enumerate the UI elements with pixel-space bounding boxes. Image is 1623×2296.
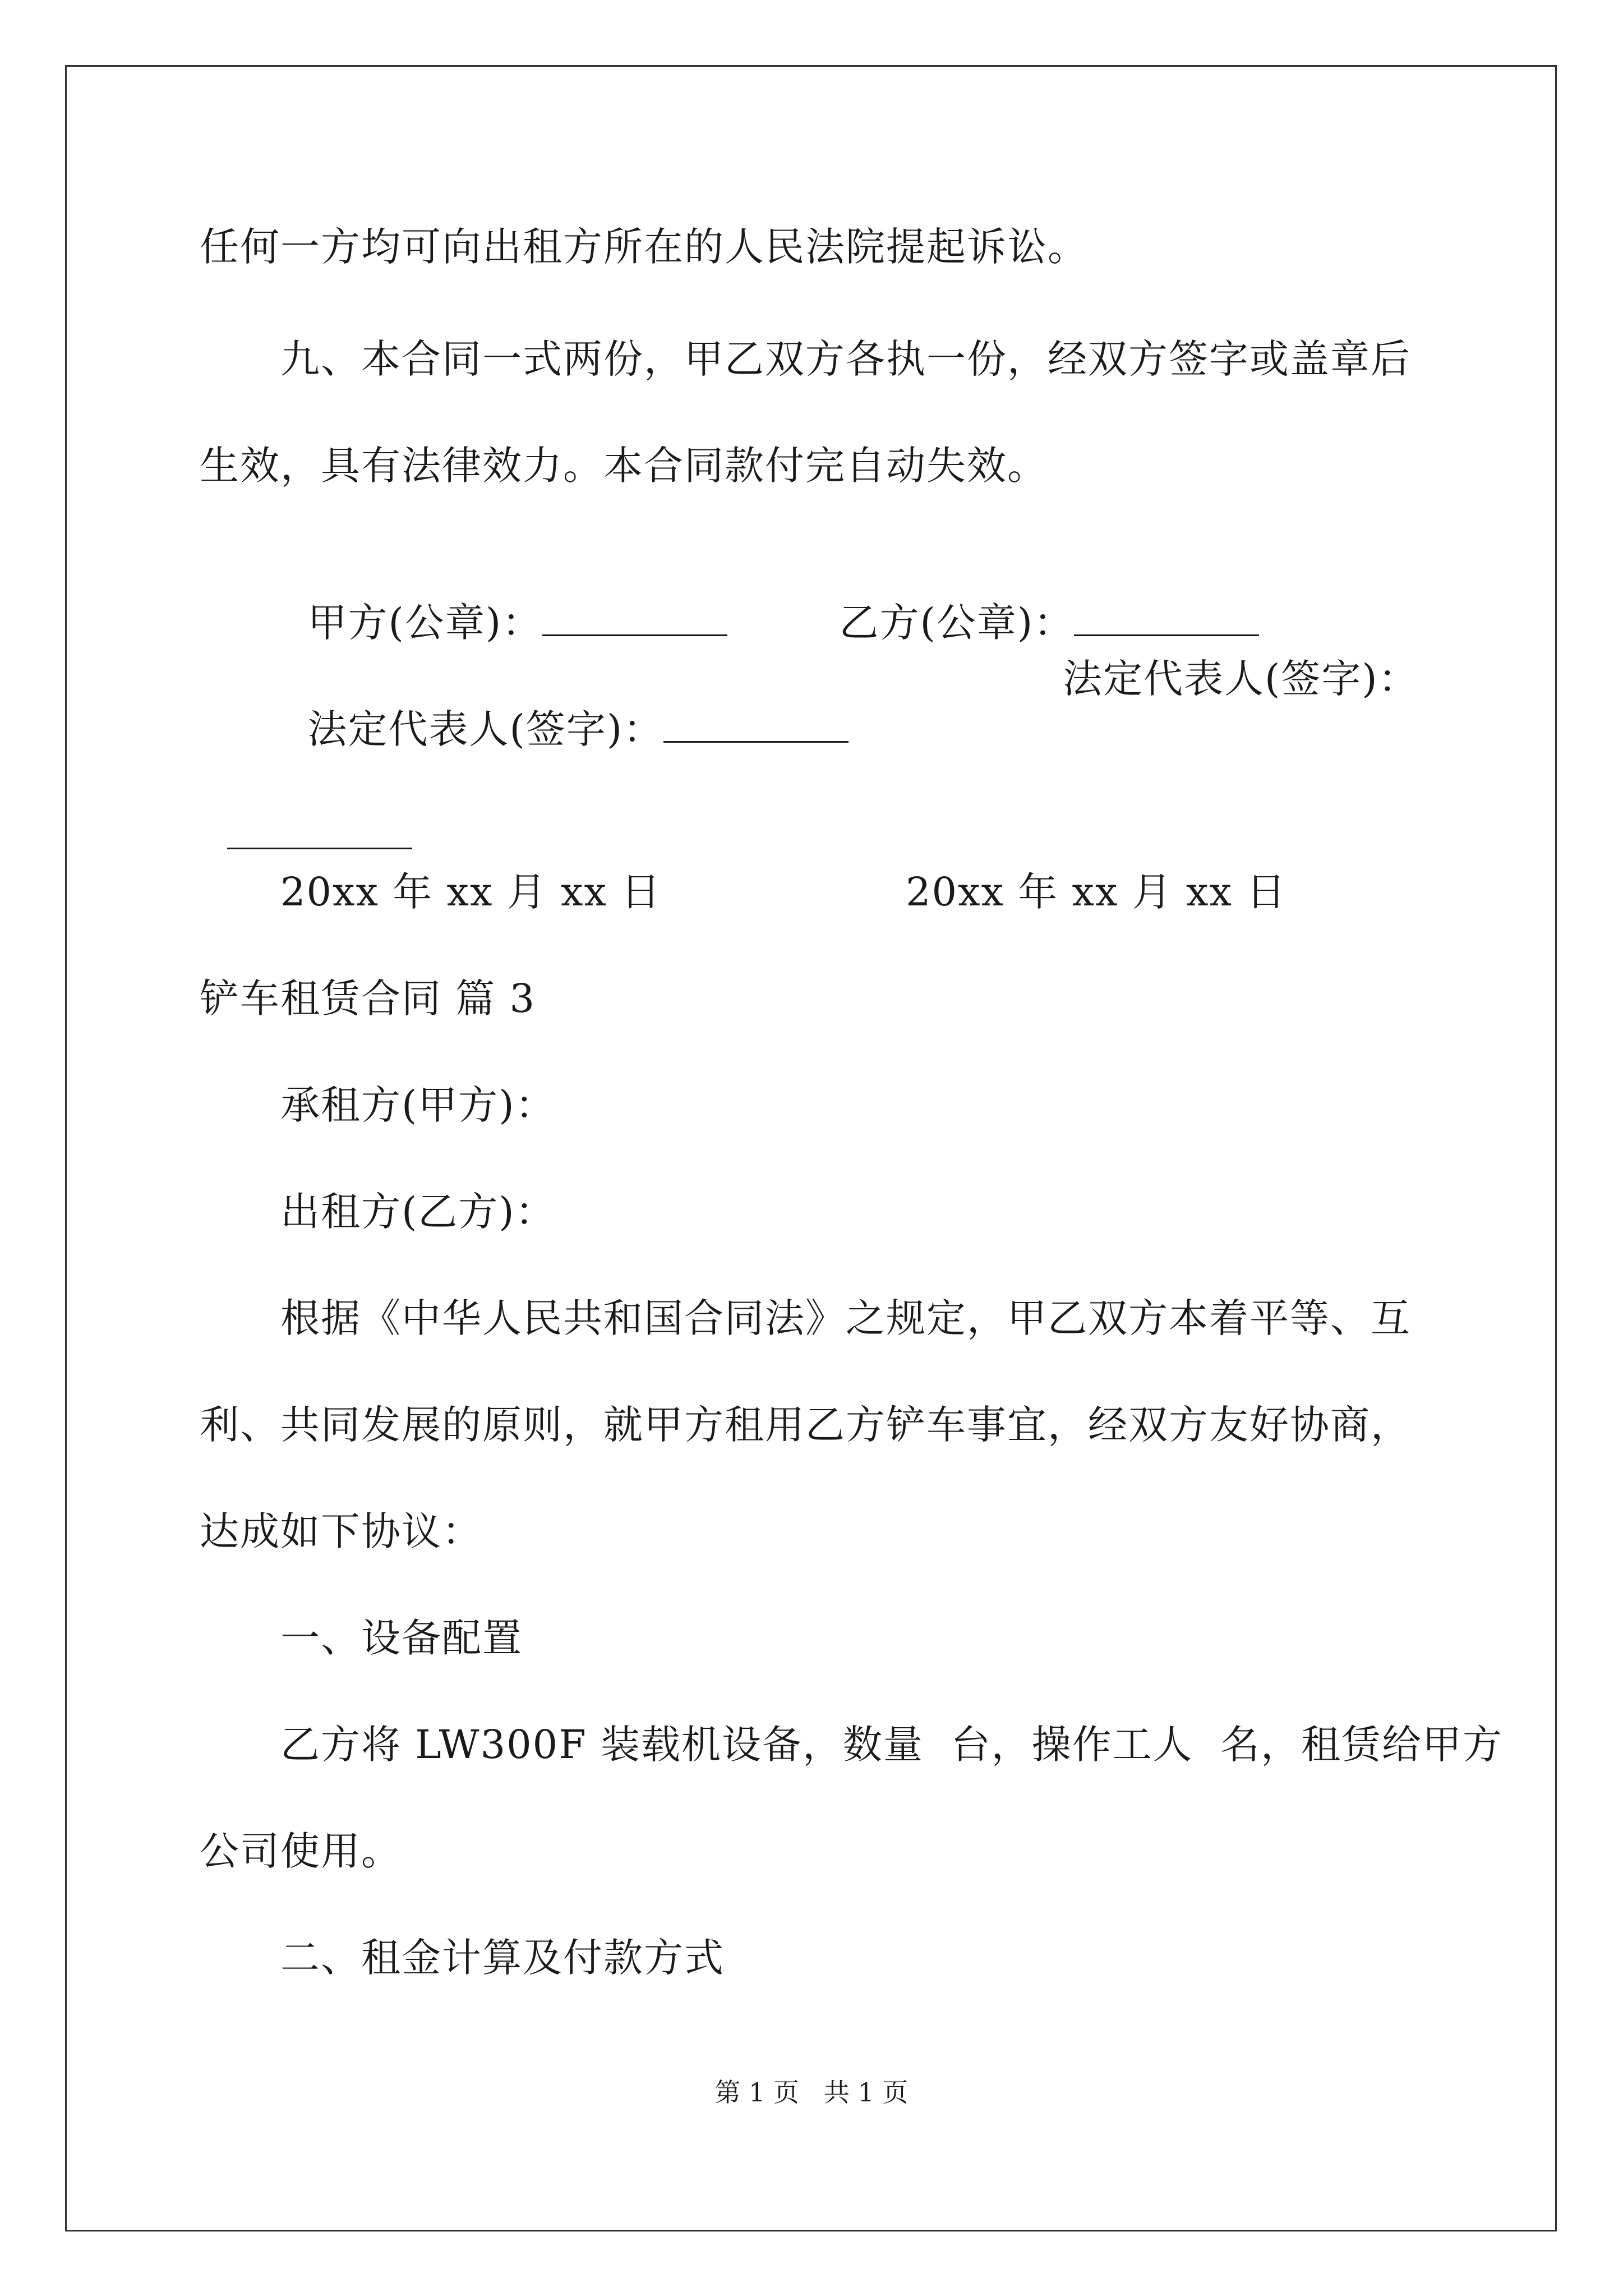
lessor-label: 出租方(乙方)： — [280, 1189, 556, 1235]
paragraph-copies-line1: 九、本合同一式两份，甲乙双方各执一份，经双方签字或盖章后 — [280, 336, 1411, 382]
party-b-seal-blank — [1074, 600, 1259, 636]
party-a-seal-label: 甲方(公章)： — [307, 600, 543, 646]
clause2-title: 二、租金计算及付款方式 — [280, 1935, 725, 1981]
clause1-line2: 公司使用。 — [200, 1828, 402, 1874]
lessee-label: 承租方(甲方)： — [280, 1082, 556, 1128]
rep-b-blank — [227, 813, 412, 849]
paragraph-copies-line2: 生效，具有法律效力。本合同款付完自动失效。 — [200, 443, 1048, 489]
party-b-seal-row — [812, 547, 1259, 648]
party-a-seal-row — [280, 547, 727, 648]
intro-line1: 根据《中华人民共和国合同法》之规定，甲乙双方本着平等、互 — [280, 1295, 1411, 1341]
page-footer: 第 1 页 共 1 页 — [714, 2077, 909, 2108]
clause1-line1: 乙方将 LW300F 装载机设备，数量 台，操作工人 名，租赁给甲方 — [280, 1722, 1504, 1768]
date-a: 20xx 年 xx 月 xx 日 — [280, 869, 662, 915]
rep-b-blank-row — [200, 760, 412, 861]
intro-line2: 利、共同发展的原则，就甲方租用乙方铲车事宜，经双方友好协商， — [200, 1402, 1411, 1448]
page-border — [65, 65, 1557, 2231]
intro-line3: 达成如下协议： — [200, 1508, 482, 1554]
rep-b-label: 法定代表人(签字)： — [1063, 656, 1419, 702]
rep-a-blank — [663, 706, 849, 743]
section-title: 铲车租赁合同 篇 3 — [200, 976, 536, 1022]
paragraph-litigation: 任何一方均可向出租方所在的人民法院提起诉讼。 — [200, 224, 1088, 270]
party-b-seal-label: 乙方(公章)： — [839, 600, 1075, 646]
rep-a-label: 法定代表人(签字)： — [307, 706, 664, 752]
rep-a-row — [280, 654, 849, 754]
party-a-seal-blank — [542, 600, 727, 636]
clause1-title: 一、设备配置 — [280, 1615, 523, 1661]
date-b: 20xx 年 xx 月 xx 日 — [906, 869, 1287, 915]
